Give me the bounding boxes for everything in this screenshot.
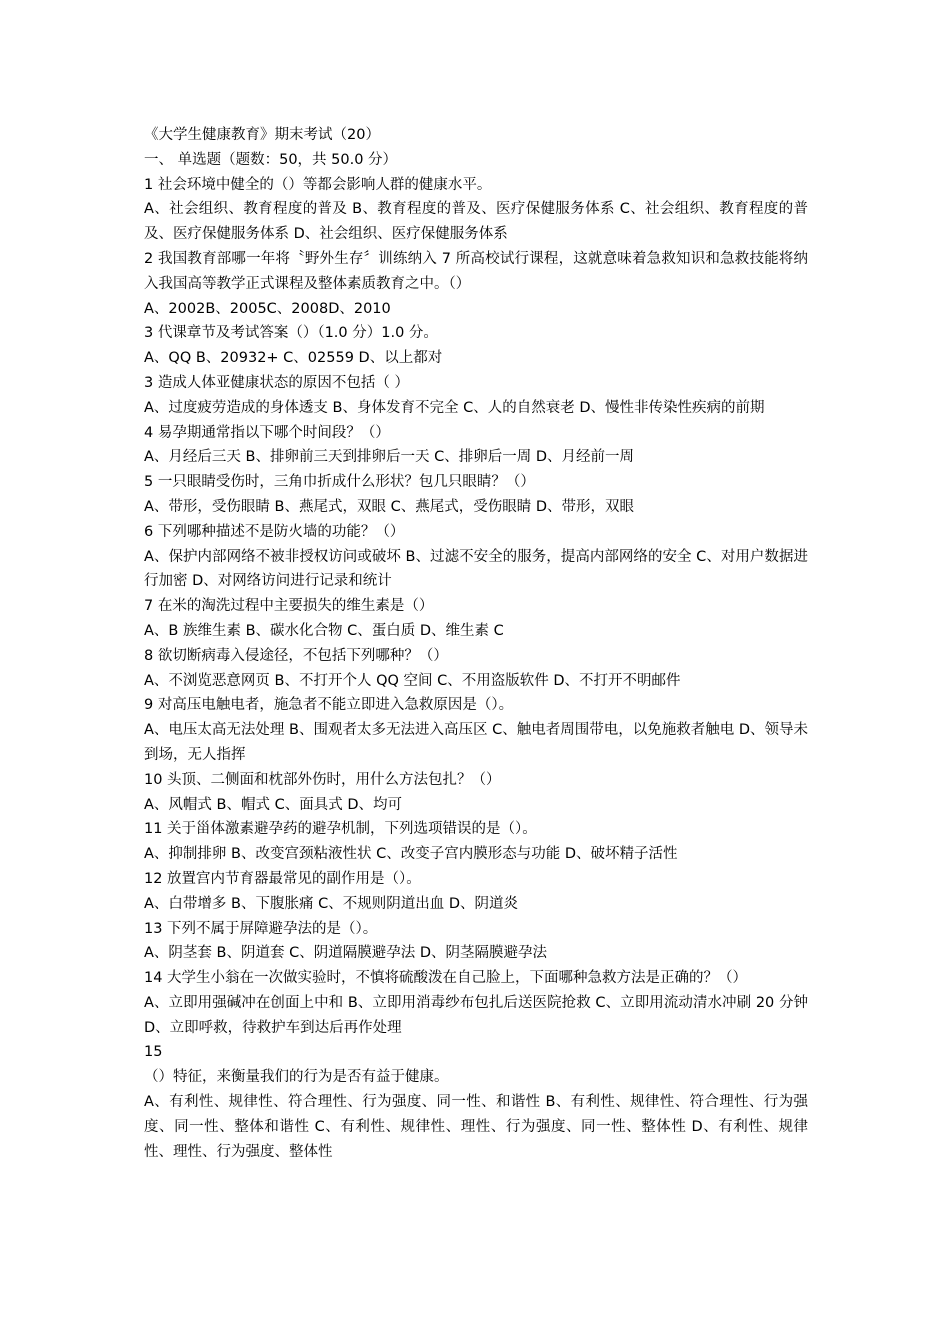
- options-9: A、电压太高无法处理 B、围观者太多无法进入高压区 C、触电者周围带电，以免施救者触电 D、领导未到场，无人指挥: [144, 722, 808, 763]
- question-list: [144, 173, 808, 1165]
- question-8: 8 欲切断病毒入侵途径，不包括下列哪种？（）: [144, 647, 448, 664]
- question-10: 10 头顶、二侧面和枕部外伤时，用什么方法包扎？（）: [144, 771, 501, 788]
- options-10: A、风帽式 B、帽式 C、面具式 D、均可: [144, 796, 402, 813]
- question-5: 5 一只眼睛受伤时，三角巾折成什么形状？包几只眼睛？（）: [144, 474, 535, 491]
- document-page: [144, 123, 808, 1164]
- section-heading: 一、 单选题（题数：50，共 50.0 分）: [144, 151, 398, 168]
- options-2: A、2002B、2005C、2008D、2010: [144, 300, 391, 317]
- question-1: 1 社会环境中健全的（）等都会影响人群的健康水平。: [144, 176, 492, 193]
- question-15-number: 15: [144, 1044, 163, 1061]
- question-11: 11 关于甾体激素避孕药的避孕机制，下列选项错误的是（）。: [144, 821, 537, 838]
- question-9: 9 对高压电触电者，施急者不能立即进入急救原因是（）。: [144, 697, 514, 714]
- question-3: 3 造成人体亚健康状态的原因不包括（ ）: [144, 374, 409, 391]
- question-13: 13 下列不属于屏障避孕法的是（）。: [144, 920, 378, 937]
- options-4: A、月经后三天 B、排卵前三天到排卵后一天 C、排卵后一周 D、月经前一周: [144, 449, 634, 466]
- options-13: A、阴茎套 B、阴道套 C、阴道隔膜避孕法 D、阴茎隔膜避孕法: [144, 945, 547, 962]
- options-3: A、过度疲劳造成的身体透支 B、身体发育不完全 C、人的自然衰老 D、慢性非传染性疾病的前期: [144, 399, 765, 416]
- question-6: 6 下列哪种描述不是防火墙的功能？（）: [144, 523, 405, 540]
- options-15: A、有利性、规律性、符合理性、行为强度、同一性、和谐性 B、有利性、规律性、符合理性、行为强度、同一性、整体和谐性 C、有利性、规律性、理性、行为强度、同一性、整体性 D、有利性、规律性、理性、行为强度、整体性: [144, 1094, 808, 1160]
- question-4: 4 易孕期通常指以下哪个时间段？（）: [144, 424, 390, 441]
- question-3a: 3 代课章节及考试答案（）（1.0 分）1.0 分。: [144, 325, 438, 342]
- question-15: （）特征，来衡量我们的行为是否有益于健康。: [144, 1069, 449, 1086]
- options-6: A、保护内部网络不被非授权访问或破坏 B、过滤不安全的服务，提高内部网络的安全 C、对用户数据进行加密 D、对网络访问进行记录和统计: [144, 548, 808, 590]
- options-8: A、不浏览恶意网页 B、不打开个人 QQ 空间 C、不用盗版软件 D、不打开不明邮件: [144, 672, 681, 689]
- question-2: 2 我国教育部哪一年将〝野外生存〞训练纳入 7 所高校试行课程，这就意味着急救知识和急救技能将纳入我国高等教学正式课程及整体素质教育之中。（）: [144, 250, 808, 292]
- options-12: A、白带增多 B、下腹胀痛 C、不规则阴道出血 D、阴道炎: [144, 895, 518, 912]
- document-title: 《大学生健康教育》期末考试（20）: [144, 127, 380, 143]
- question-12: 12 放置宫内节育器最常见的副作用是（）。: [144, 870, 421, 887]
- options-3a: A、QQ B、20932+ C、02559 D、以上都对: [144, 350, 443, 367]
- options-11: A、抑制排卵 B、改变宫颈粘液性状 C、改变子宫内膜形态与功能 D、破坏精子活性: [144, 846, 678, 863]
- question-14: 14 大学生小翁在一次做实验时，不慎将硫酸泼在自己脸上，下面哪种急救方法是正确的？（）: [144, 970, 748, 987]
- options-7: A、B 族维生素 B、碳水化合物 C、蛋白质 D、维生素 C: [144, 622, 504, 639]
- options-14: A、立即用强碱冲在创面上中和 B、立即用消毒纱布包扎后送医院抢救 C、立即用流动清水冲刷 20 分钟 D、立即呼救，待救护车到达后再作处理: [144, 994, 808, 1036]
- question-7: 7 在米的淘洗过程中主要损失的维生素是（）: [144, 598, 434, 615]
- options-1: A、社会组织、教育程度的普及 B、教育程度的普及、医疗保健服务体系 C、社会组织、教育程度的普及、医疗保健服务体系 D、社会组织、医疗保健服务体系: [144, 201, 808, 243]
- options-5: A、带形，受伤眼睛 B、燕尾式，双眼 C、燕尾式，受伤眼睛 D、带形，双眼: [144, 498, 634, 515]
